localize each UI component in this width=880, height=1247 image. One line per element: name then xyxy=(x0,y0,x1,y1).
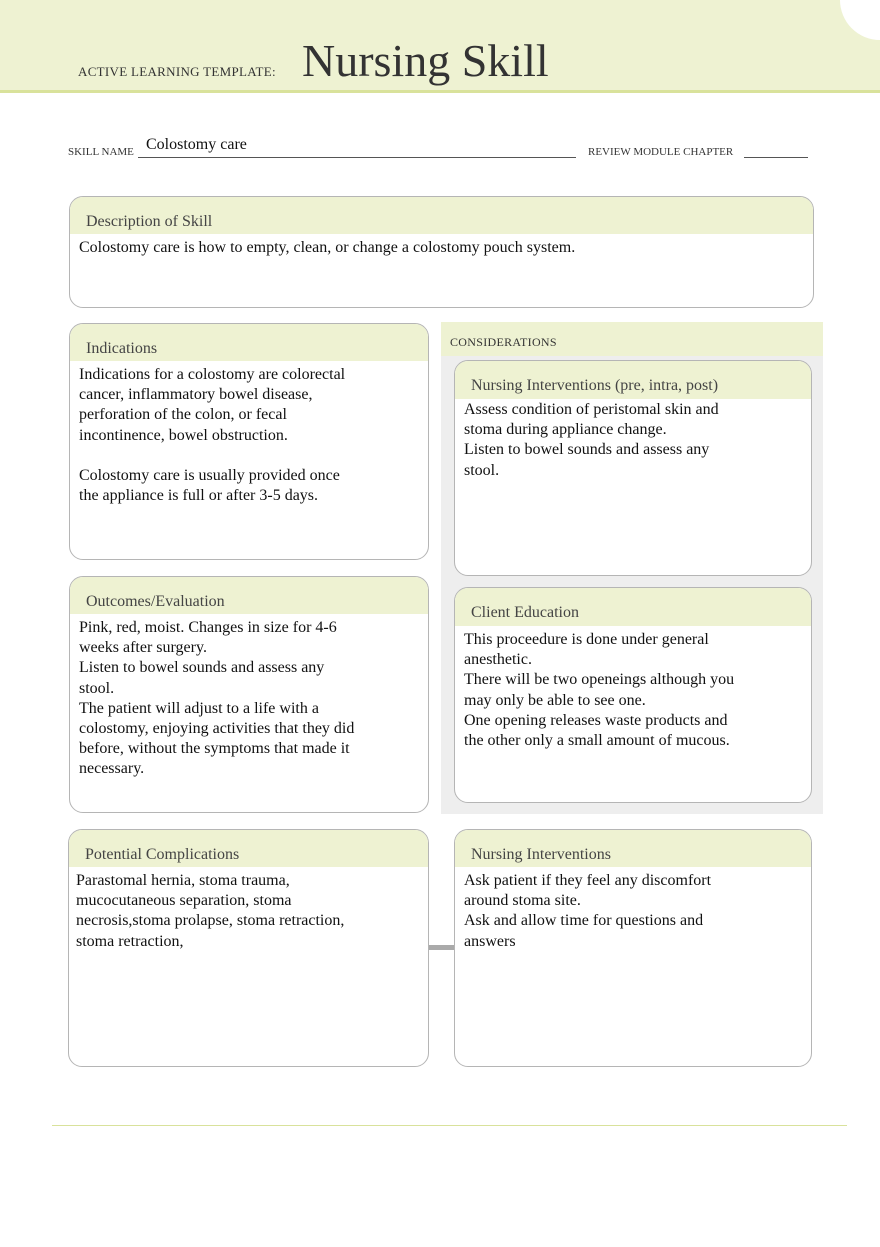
nursing-interventions-heading: Nursing Interventions xyxy=(455,830,811,867)
complications-box xyxy=(68,829,429,1067)
nursing-interventions-box xyxy=(454,829,812,1067)
description-text[interactable]: Colostomy care is how to empty, clean, or change a colostomy pouch system. xyxy=(79,239,576,256)
outcomes-box xyxy=(69,576,429,813)
nursing-interventions-ppi-box xyxy=(454,360,812,576)
page-title: Nursing Skill xyxy=(302,35,549,86)
considerations-label: CONSIDERATIONS xyxy=(450,335,557,349)
complications-text[interactable]: Parastomal hernia, stoma trauma, mucocutaneous separation, stoma necrosis,stoma prolapse, stoma retraction, stoma retraction, xyxy=(76,872,345,950)
skill-name-underline xyxy=(138,157,576,158)
footer-divider xyxy=(52,1125,847,1126)
nursing-interventions-text[interactable]: Ask patient if they feel any discomfort around stoma site. Ask and allow time for questions and answers xyxy=(464,872,712,950)
review-module-label: REVIEW MODULE CHAPTER xyxy=(588,146,734,158)
header-divider xyxy=(0,90,880,93)
indications-text[interactable]: Indications for a colostomy are colorectal cancer, inflammatory bowel disease, perforation of the colon, or fecal incontinence, bowel obstruction. Colostomy care is usually provided once the appliance is full or after 3-5 days. xyxy=(79,366,346,505)
template-label: ACTIVE LEARNING TEMPLATE: xyxy=(78,64,276,79)
description-box xyxy=(69,196,814,308)
review-module-field[interactable] xyxy=(744,157,808,158)
skill-name-label: SKILL NAME xyxy=(68,146,134,158)
client-education-box xyxy=(454,587,812,803)
client-education-text[interactable]: This proceedure is done under general anesthetic. There will be two openeings although you may only be able to see one. One opening releases waste products and the other only a small amount of mucous. xyxy=(464,631,735,750)
indications-heading: Indications xyxy=(70,324,428,361)
client-education-heading: Client Education xyxy=(455,588,811,626)
nursing-interventions-ppi-heading: Nursing Interventions (pre, intra, post) xyxy=(455,361,811,399)
description-heading: Description of Skill xyxy=(70,197,813,234)
indications-box xyxy=(69,323,429,560)
complications-heading: Potential Complications xyxy=(69,830,428,867)
box-connector xyxy=(428,945,454,950)
outcomes-text[interactable]: Pink, red, moist. Changes in size for 4-6 weeks after surgery. Listen to bowel sounds and assess any stool. The patient will adjust to a life with a colostomy, enjoying activities that they did before, without the symptoms that made it necessary. xyxy=(79,619,355,778)
outcomes-heading: Outcomes/Evaluation xyxy=(70,577,428,614)
skill-name-field[interactable]: Colostomy care xyxy=(146,136,247,153)
nursing-interventions-ppi-text[interactable]: Assess condition of peristomal skin and stoma during appliance change. Listen to bowel sounds and assess any stool. xyxy=(464,401,719,479)
